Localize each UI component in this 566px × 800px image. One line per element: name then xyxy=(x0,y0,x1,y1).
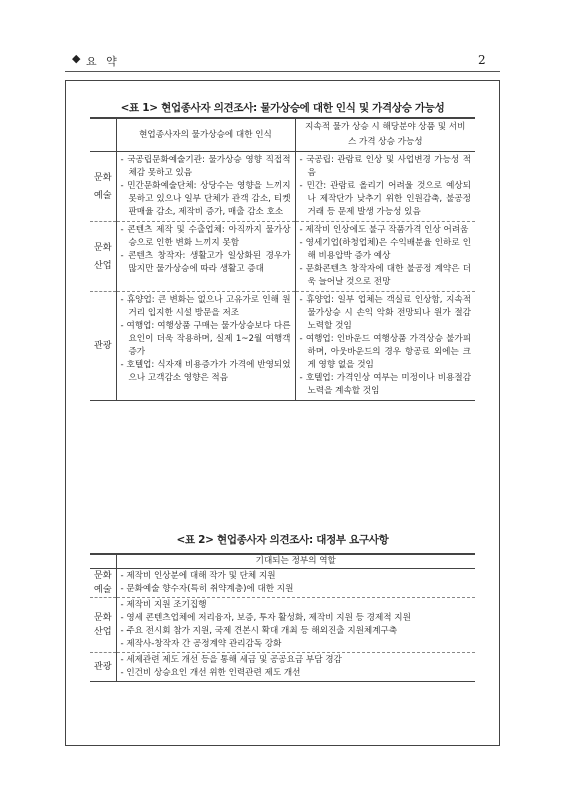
table1-header-row xyxy=(90,118,475,152)
table2-row-items xyxy=(116,598,475,653)
table1-col2-header: 지속적 물가 상승 시 해당분야 상품 및 서비스 가격 상승 가능성 xyxy=(295,118,475,152)
list-item: - 영세 콘텐츠업체에 저리융자, 보증, 투자 활성화, 제작비 지원 등 경제적 지원 xyxy=(120,613,411,623)
table2-row-category xyxy=(90,653,116,682)
list-item: - 주요 전시회 참가 지원, 국제 견본시 확대 개최 등 해외진출 지원체계구축 xyxy=(120,626,398,636)
table1-row-col1 xyxy=(116,222,295,292)
table1-row-col1 xyxy=(116,152,295,222)
table1-row xyxy=(90,292,475,401)
list-item: - 문화예술 향수자(특히 취약계층)에 대한 지원 xyxy=(120,584,294,594)
list-item: - 제작비 인상분에 대해 작가 및 단체 지원 xyxy=(120,571,276,581)
header-rule xyxy=(65,71,500,72)
page-number: 2 xyxy=(478,53,486,67)
table1-header-blank xyxy=(90,118,116,152)
list-item: - 인건비 상승요인 개선 위한 인력관련 제도 개선 xyxy=(120,668,301,678)
table1-row-col2 xyxy=(295,152,475,222)
table2-row-category xyxy=(90,598,116,653)
table1-row-category xyxy=(90,222,116,292)
table2-col-header: 기대되는 정부의 역할 xyxy=(116,554,475,569)
list-item: - 휴양업: 큰 변화는 없으나 고유가로 인해 원거리 입지한 시설 방문을 저조 xyxy=(120,295,291,318)
table1-caption: <표 1> 현업종사자 의견조사: 물가상승에 대한 인식 및 가격상승 가능성 xyxy=(120,102,445,114)
list-item: - 콘텐츠 창작자: 생활고가 일상화된 경우가 많지만 물가상승에 따라 생활고 증대 xyxy=(120,251,291,274)
table1-row-col2 xyxy=(295,292,475,401)
list-item: - 제작비 인상에도 불구 작품가격 인상 어려움 xyxy=(299,225,469,235)
list-item: - 여행업: 여행상품 구매는 물가상승보다 다른 요인이 더욱 작용하며, 실제 1~2월 여행객 증가 xyxy=(120,321,291,357)
table1-row-category xyxy=(90,292,116,401)
table2-row-items xyxy=(116,653,475,682)
bullet-diamond-icon: ◆ xyxy=(72,52,81,65)
category-label: 문화 산업 xyxy=(93,241,112,271)
table2-row xyxy=(90,653,475,682)
table2-row-category xyxy=(90,569,116,598)
list-item: - 콘텐츠 제작 및 수출업체: 아직까지 물가상승으로 인한 변화 느끼지 못함 xyxy=(120,225,291,248)
table1-row xyxy=(90,222,475,292)
table2 xyxy=(90,553,475,682)
table2-row xyxy=(90,569,475,598)
list-item: - 제작비 지원 조기집행 xyxy=(120,600,207,610)
list-item: - 휴양업: 일부 업체는 객실료 인상함, 지속적 물가상승 시 손익 악화 전망되나 원가 절감 노력할 것임 xyxy=(299,295,471,331)
table1-row-col1 xyxy=(116,292,295,401)
table2-header-row xyxy=(90,554,475,569)
list-item: - 세제관련 제도 개선 등을 통해 세금 및 공공요금 부담 경감 xyxy=(120,655,342,665)
table1-row xyxy=(90,152,475,222)
list-item: - 제작사-창작자 간 공정계약 관리감독 강화 xyxy=(120,639,282,649)
list-item: - 호텔업: 가격인상 여부는 미정이나 비용절감 노력을 계속할 것임 xyxy=(299,373,471,396)
list-item: - 문화콘텐츠 창작자에 대한 불공정 계약은 더욱 늘어날 것으로 전망 xyxy=(299,264,471,287)
category-label: 문화 산업 xyxy=(93,612,112,637)
category-label: 문화 예술 xyxy=(93,570,112,595)
table1-col1-header: 현업종사자의 물가상승에 대한 인식 xyxy=(116,118,295,152)
table1-row-category xyxy=(90,152,116,222)
table2-row xyxy=(90,598,475,653)
category-label: 관광 xyxy=(93,340,112,351)
list-item: - 민간문화예술단체: 상당수는 영향을 느끼지 못하고 있으나 일부 단체가 관객 감소, 티켓판매율 감소, 제작비 증가, 매출 감소 호소 xyxy=(120,181,291,217)
table1 xyxy=(90,117,475,401)
list-item: - 민간: 관람료 올리기 어려울 것으로 예상되나 제작단가 낮추기 위한 인원감축, 불공정 거래 등 문제 발생 가능성 있음 xyxy=(299,181,471,217)
table2-caption: <표 2> 현업종사자 의견조사: 대정부 요구사항 xyxy=(176,534,389,546)
list-item: - 여행업: 인바운드 여행상품 가격상승 불가피하며, 아웃바운드의 경우 항공료 외에는 크게 영향 없을 것임 xyxy=(299,334,471,370)
category-label: 문화 예술 xyxy=(93,171,112,201)
table2-row-items xyxy=(116,569,475,598)
category-label: 관광 xyxy=(93,661,112,672)
running-header-title: 요 약 xyxy=(86,55,120,68)
list-item: - 호텔업: 식자재 비용증가가 가격에 반영되었으나 고객감소 영향은 적음 xyxy=(120,360,291,383)
list-item: - 국공립: 관람료 인상 및 사업변경 가능성 적음 xyxy=(299,155,471,178)
table1-row-col2 xyxy=(295,222,475,292)
table2-header-blank xyxy=(90,554,116,569)
list-item: - 국공립문화예술기관: 물가상승 영향 직접적 체감 못하고 있음 xyxy=(120,155,291,178)
list-item: - 영세기업(하청업체)은 수익배분율 인하로 인해 비용압박 증가 예상 xyxy=(299,238,471,261)
